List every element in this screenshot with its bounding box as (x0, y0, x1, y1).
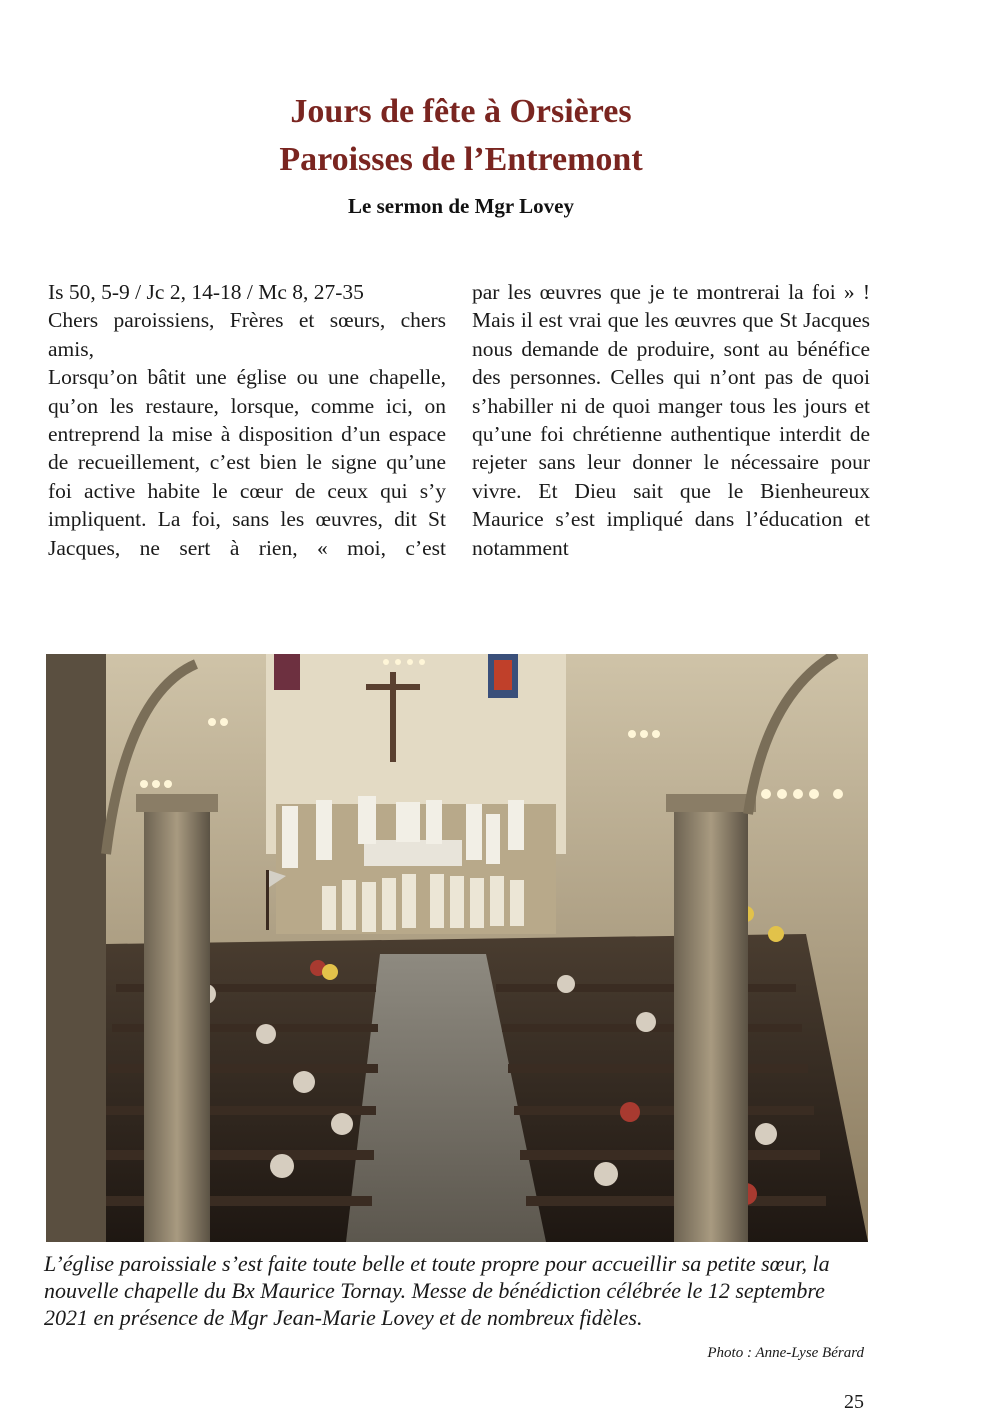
article-title-line-2: Paroisses de l’Entremont (279, 141, 643, 178)
photo-credit: Photo : Anne-Lyse Bérard (707, 1345, 864, 1361)
scripture-references: Is 50, 5-9 / Jc 2, 14-18 / Mc 8, 27-35 (48, 280, 364, 304)
body-paragraph-continued: par les œuvres que je te montrerai la foi » ! Mais il est vrai que les œuvres que St Jacques nous demande de produire, sont au bénéfice des personnes. Celles qui n’ont pas de quoi s’habiller ni de quoi manger tous les jours et qu’une foi chrétienne authentique interdit de rejeter sans leur donner le nécessaire pour vivre. Et Dieu sait que le Bienheureux Maurice s’est impliqué dans l’éducation et notamment (472, 280, 870, 560)
article-title-line-1: Jours de fête à Orsières (290, 93, 632, 130)
text-column-left (48, 278, 446, 562)
salutation-paragraph: Chers paroissiens, Frères et sœurs, chers amis, (48, 308, 446, 361)
church-interior-photo (46, 654, 868, 1242)
body-paragraph: Lorsqu’on bâtit une église ou une chapelle, qu’on les restaure, lorsque, comme ici, on entreprend la mise à disposition d’un espace de recueillement, c’est bien le signe qu’une foi active habite le cœur de ceux qui s’y impliquent. La foi, sans les œuvres, dit St Jacques, ne sert à rien, « moi, c’est (48, 365, 446, 560)
article-subtitle: Le sermon de Mgr Lovey (348, 194, 574, 218)
text-column-right (472, 278, 870, 562)
page-number: 25 (844, 1391, 864, 1413)
photo-caption: L’église paroissiale s’est faite toute belle et toute propre pour accueillir sa petite sœur, la nouvelle chapelle du Bx Maurice Tornay. Messe de bénédiction célébrée le 12 septembre 2021 en présence de Mgr Jean-Marie Lovey et de nombreux fidèles. (44, 1251, 830, 1330)
